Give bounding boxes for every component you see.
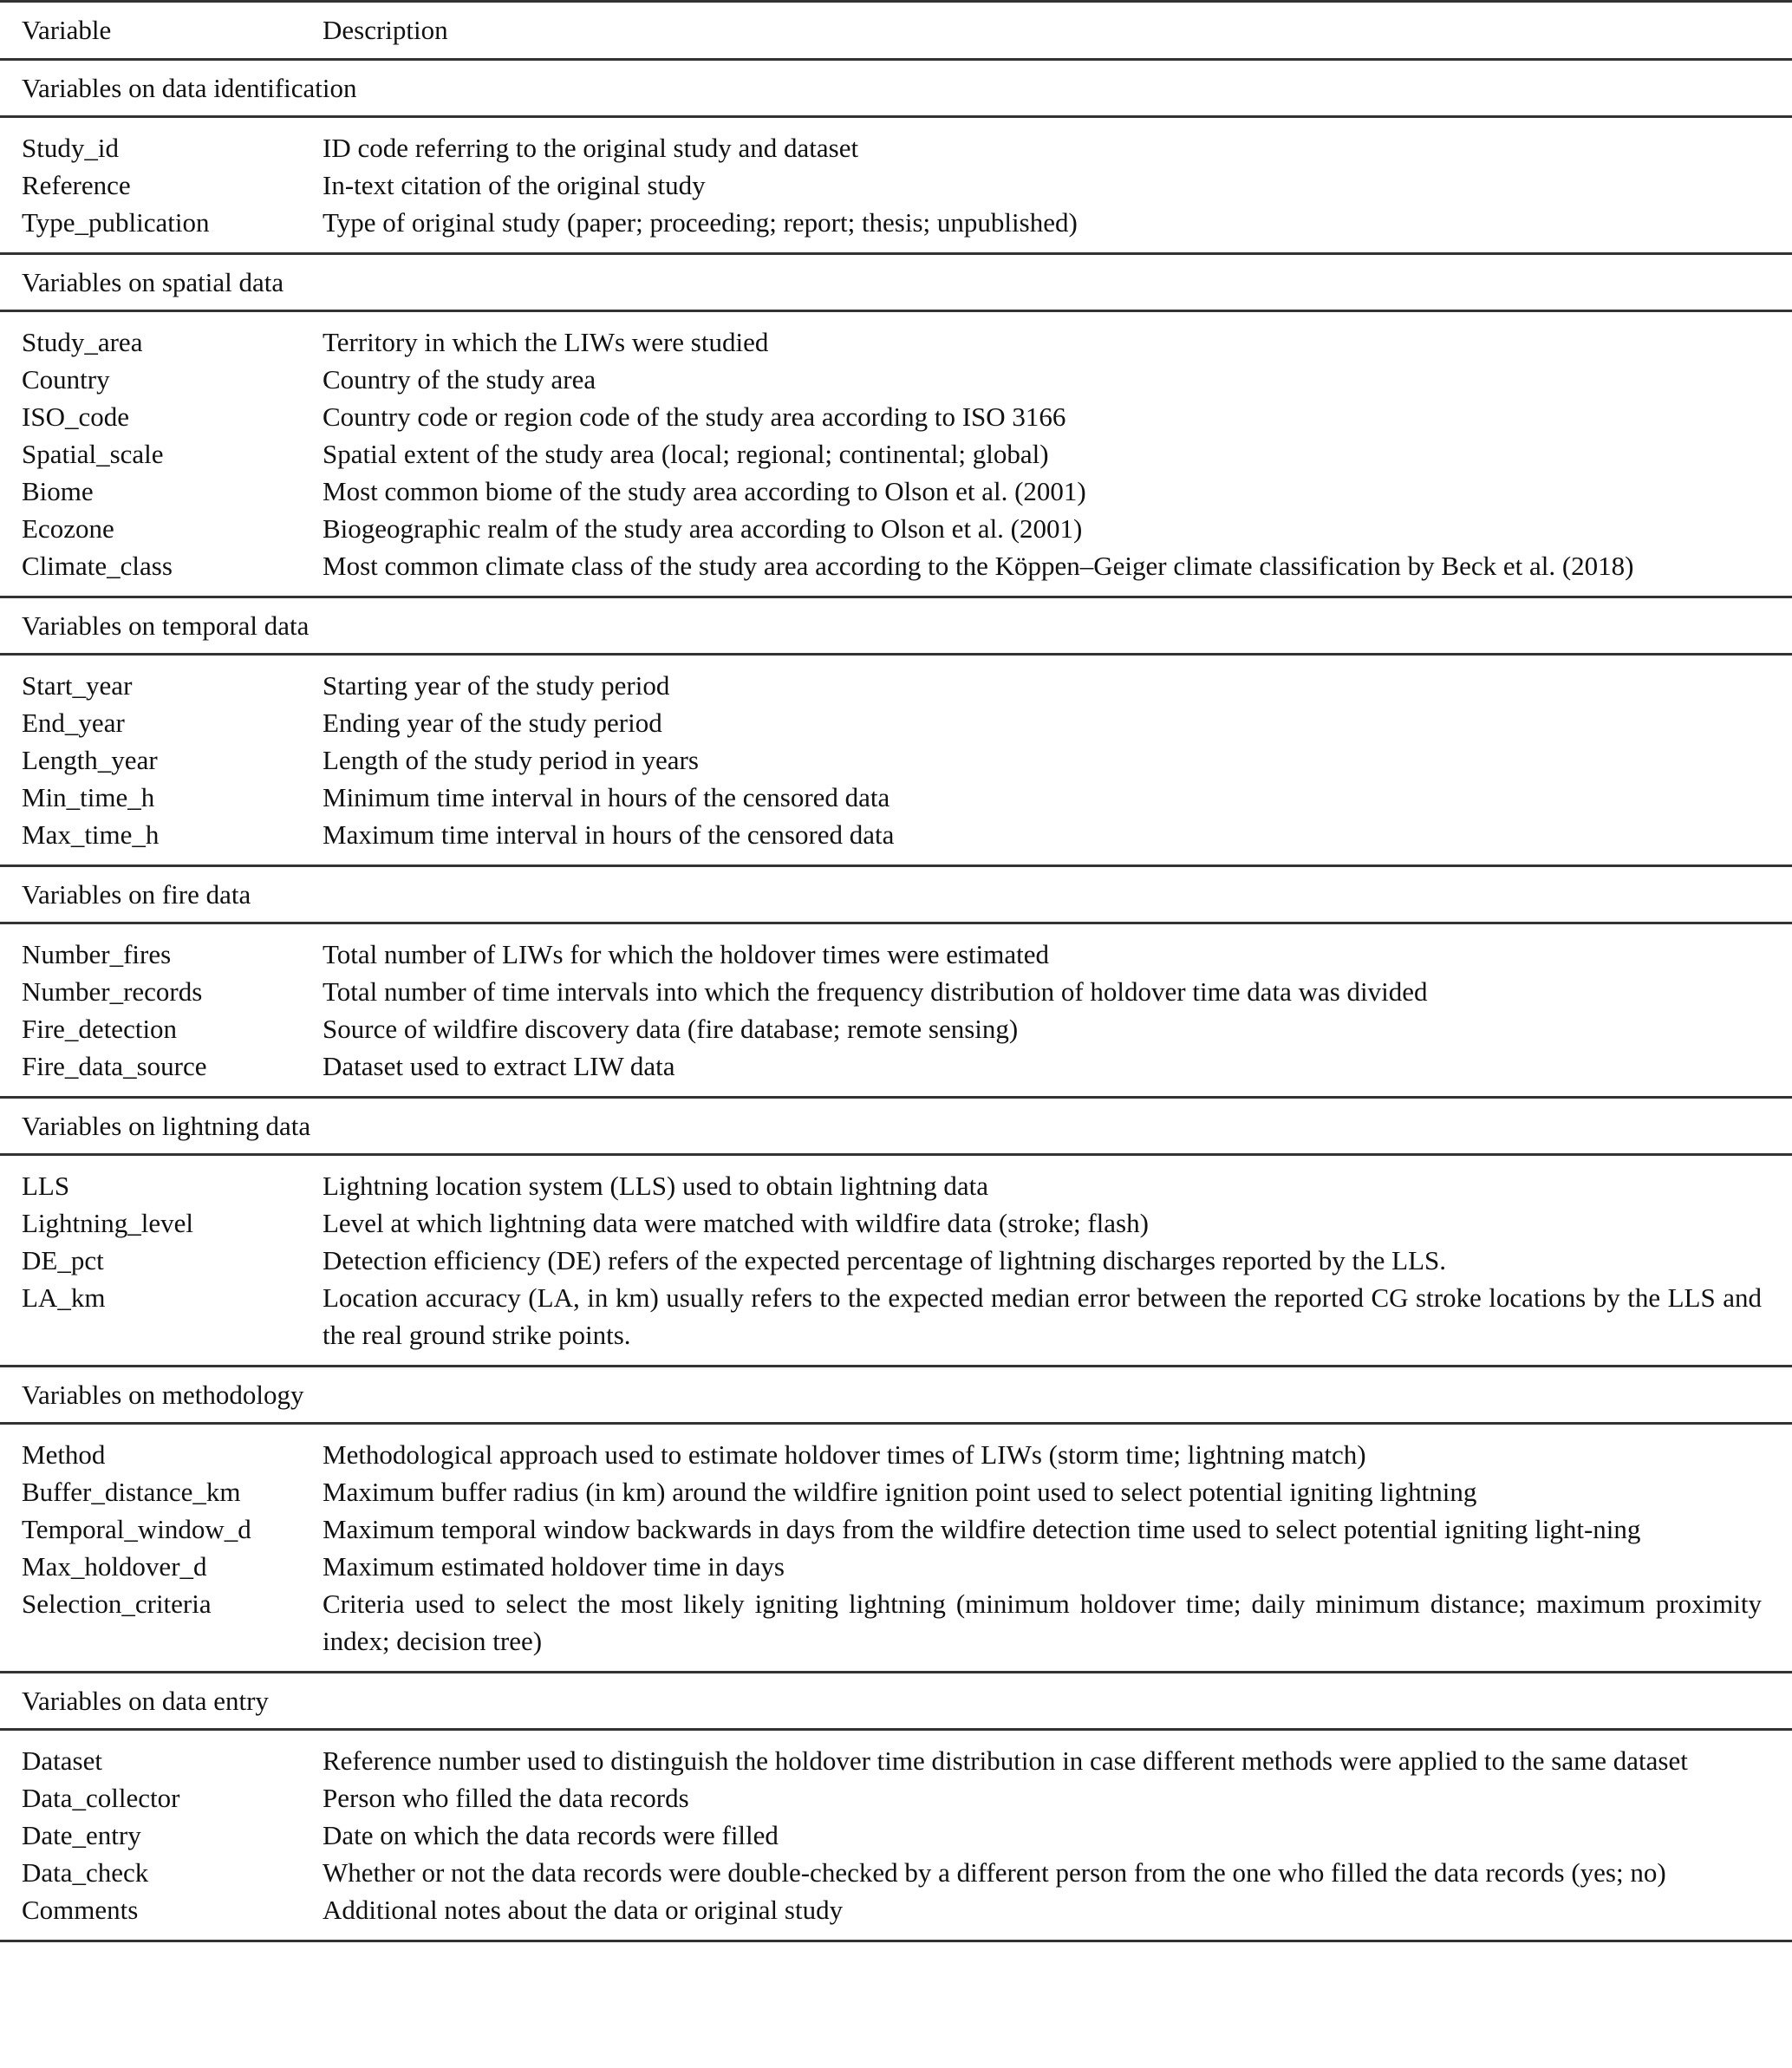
table-row xyxy=(0,204,1792,241)
table-row xyxy=(0,667,1792,704)
table-body xyxy=(0,61,1792,1940)
variable-name: Length_year xyxy=(22,745,158,775)
variable-description: Spatial extent of the study area (local; regional; continental; global) xyxy=(323,439,1049,469)
variable-description: Biogeographic realm of the study area according to Olson et al. (2001) xyxy=(323,513,1083,544)
section-rows xyxy=(0,924,1792,1096)
variable-name: Data_check xyxy=(22,1857,149,1888)
variable-description: Length of the study period in years xyxy=(323,745,699,775)
variable-description: Territory in which the LIWs were studied xyxy=(323,327,769,357)
table-row xyxy=(0,1742,1792,1779)
table-row xyxy=(0,323,1792,361)
variable-name: Buffer_distance_km xyxy=(22,1477,241,1507)
variable-name: LA_km xyxy=(22,1282,106,1313)
variable-name: Study_id xyxy=(22,133,119,163)
variable-description: Starting year of the study period xyxy=(323,670,670,701)
header-description: Description xyxy=(323,15,448,45)
table-row xyxy=(0,1047,1792,1085)
table-row xyxy=(0,816,1792,853)
table-section xyxy=(0,252,1792,596)
variable-description: In-text citation of the original study xyxy=(323,170,706,200)
variable-name: Date_entry xyxy=(22,1820,141,1850)
table-row xyxy=(0,1242,1792,1279)
variable-name: Fire_data_source xyxy=(22,1051,207,1081)
table-row xyxy=(0,741,1792,779)
table-row xyxy=(0,973,1792,1010)
variable-description: Additional notes about the data or original study xyxy=(323,1895,844,1925)
variable-name: Type_publication xyxy=(22,207,210,238)
variable-description: Minimum time interval in hours of the censored data xyxy=(323,782,890,812)
variable-description: Type of original study (paper; proceeding; report; thesis; unpublished) xyxy=(323,207,1078,238)
table-row xyxy=(0,1010,1792,1047)
table-section xyxy=(0,61,1792,252)
variable-name: Comments xyxy=(22,1895,139,1925)
variable-description: Total number of time intervals into which the frequency distribution of holdover time data was divided xyxy=(323,976,1428,1007)
table-row xyxy=(0,473,1792,510)
variable-name: Study_area xyxy=(22,327,143,357)
table-row xyxy=(0,1585,1792,1660)
table-section xyxy=(0,596,1792,864)
table-row xyxy=(0,1473,1792,1510)
variable-description: Maximum time interval in hours of the censored data xyxy=(323,819,895,850)
variable-description: Most common biome of the study area according to Olson et al. (2001) xyxy=(323,476,1086,506)
section-title: Variables on temporal data xyxy=(0,596,1792,656)
table-row xyxy=(0,1779,1792,1817)
variable-name: Data_collector xyxy=(22,1783,180,1813)
variable-name: LLS xyxy=(22,1171,70,1201)
table-row xyxy=(0,435,1792,473)
table-row xyxy=(0,779,1792,816)
variable-name: Temporal_window_d xyxy=(22,1514,251,1544)
table-row xyxy=(0,398,1792,435)
variable-name: Fire_detection xyxy=(22,1014,178,1044)
variable-name: Start_year xyxy=(22,670,133,701)
variable-description: ID code referring to the original study and dataset xyxy=(323,133,859,163)
table-row xyxy=(0,166,1792,204)
table-header xyxy=(0,3,1792,61)
section-title: Variables on lightning data xyxy=(0,1096,1792,1156)
table-row xyxy=(0,510,1792,547)
table-row xyxy=(0,361,1792,398)
variable-description: Most common climate class of the study area according to the Köppen–Geiger climate classification by Beck et al. (2018) xyxy=(323,551,1634,581)
table-row xyxy=(0,1279,1792,1354)
variable-name: Min_time_h xyxy=(22,782,155,812)
variable-description: Person who filled the data records xyxy=(323,1783,689,1813)
variable-name: Biome xyxy=(22,476,94,506)
variable-name: Spatial_scale xyxy=(22,439,164,469)
table-row xyxy=(0,936,1792,973)
section-rows xyxy=(0,312,1792,596)
variable-description: Methodological approach used to estimate holdover times of LIWs (storm time; lightning match) xyxy=(323,1439,1366,1470)
variable-description: Maximum estimated holdover time in days xyxy=(323,1551,785,1582)
section-title: Variables on data identification xyxy=(0,61,1792,118)
variable-description: Maximum buffer radius (in km) around the wildfire ignition point used to select potential igniting lightning xyxy=(323,1477,1477,1507)
variable-description: Criteria used to select the most likely igniting lightning (minimum holdover time; daily minimum distance; maximum proximity index; decision tree) xyxy=(323,1589,1762,1656)
table-row xyxy=(0,1548,1792,1585)
table-row xyxy=(0,704,1792,741)
variable-name: Lightning_level xyxy=(22,1208,194,1238)
variable-description: Level at which lightning data were matched with wildfire data (stroke; flash) xyxy=(323,1208,1149,1238)
variable-name: Reference xyxy=(22,170,131,200)
variable-name: Ecozone xyxy=(22,513,114,544)
section-rows xyxy=(0,1156,1792,1365)
variable-name: DE_pct xyxy=(22,1245,104,1275)
section-title: Variables on fire data xyxy=(0,864,1792,924)
variable-description: Location accuracy (LA, in km) usually refers to the expected median error between the reported CG stroke locations by the LLS and the real ground strike points. xyxy=(323,1282,1762,1350)
variable-description: Reference number used to distinguish the holdover time distribution in case different methods were applied to the same dataset xyxy=(323,1745,1688,1776)
variable-name: ISO_code xyxy=(22,401,129,432)
variable-description: Total number of LIWs for which the holdover times were estimated xyxy=(323,939,1050,969)
section-rows xyxy=(0,1731,1792,1940)
table-row xyxy=(0,547,1792,584)
section-rows xyxy=(0,656,1792,864)
section-title: Variables on spatial data xyxy=(0,252,1792,312)
table-row xyxy=(0,1817,1792,1854)
variable-description: Source of wildfire discovery data (fire database; remote sensing) xyxy=(323,1014,1019,1044)
table-row xyxy=(0,1204,1792,1242)
table-row xyxy=(0,1854,1792,1891)
variable-description: Dataset used to extract LIW data xyxy=(323,1051,675,1081)
table-section xyxy=(0,1365,1792,1671)
table-section xyxy=(0,1671,1792,1940)
variable-name: Selection_criteria xyxy=(22,1589,212,1619)
variable-name: Max_holdover_d xyxy=(22,1551,207,1582)
header-variable: Variable xyxy=(22,15,112,45)
variable-name: Number_records xyxy=(22,976,203,1007)
variable-name: Country xyxy=(22,364,110,395)
table-section xyxy=(0,864,1792,1096)
section-title: Variables on methodology xyxy=(0,1365,1792,1425)
variable-name: Method xyxy=(22,1439,106,1470)
variable-name: End_year xyxy=(22,708,125,738)
table-row xyxy=(0,1436,1792,1473)
section-rows xyxy=(0,1425,1792,1671)
variable-description: Whether or not the data records were double-checked by a different person from the one who filled the data records (yes; no) xyxy=(323,1857,1666,1888)
variable-description: Maximum temporal window backwards in days from the wildfire detection time used to select potential igniting light-ning xyxy=(323,1514,1641,1544)
variable-description: Country of the study area xyxy=(323,364,596,395)
table-row xyxy=(0,129,1792,166)
variable-description: Ending year of the study period xyxy=(323,708,662,738)
section-title: Variables on data entry xyxy=(0,1671,1792,1731)
section-rows xyxy=(0,118,1792,252)
variable-description: Country code or region code of the study area according to ISO 3166 xyxy=(323,401,1066,432)
variable-name: Climate_class xyxy=(22,551,173,581)
table-row xyxy=(0,1167,1792,1204)
variable-description: Detection efficiency (DE) refers of the expected percentage of lightning discharges reported by the LLS. xyxy=(323,1245,1447,1275)
variable-name: Number_fires xyxy=(22,939,172,969)
variable-name: Max_time_h xyxy=(22,819,160,850)
table-section xyxy=(0,1096,1792,1365)
variable-name: Dataset xyxy=(22,1745,102,1776)
variable-description: Date on which the data records were filled xyxy=(323,1820,779,1850)
variable-description: Lightning location system (LLS) used to obtain lightning data xyxy=(323,1171,989,1201)
table-row xyxy=(0,1891,1792,1928)
table-row xyxy=(0,1510,1792,1548)
